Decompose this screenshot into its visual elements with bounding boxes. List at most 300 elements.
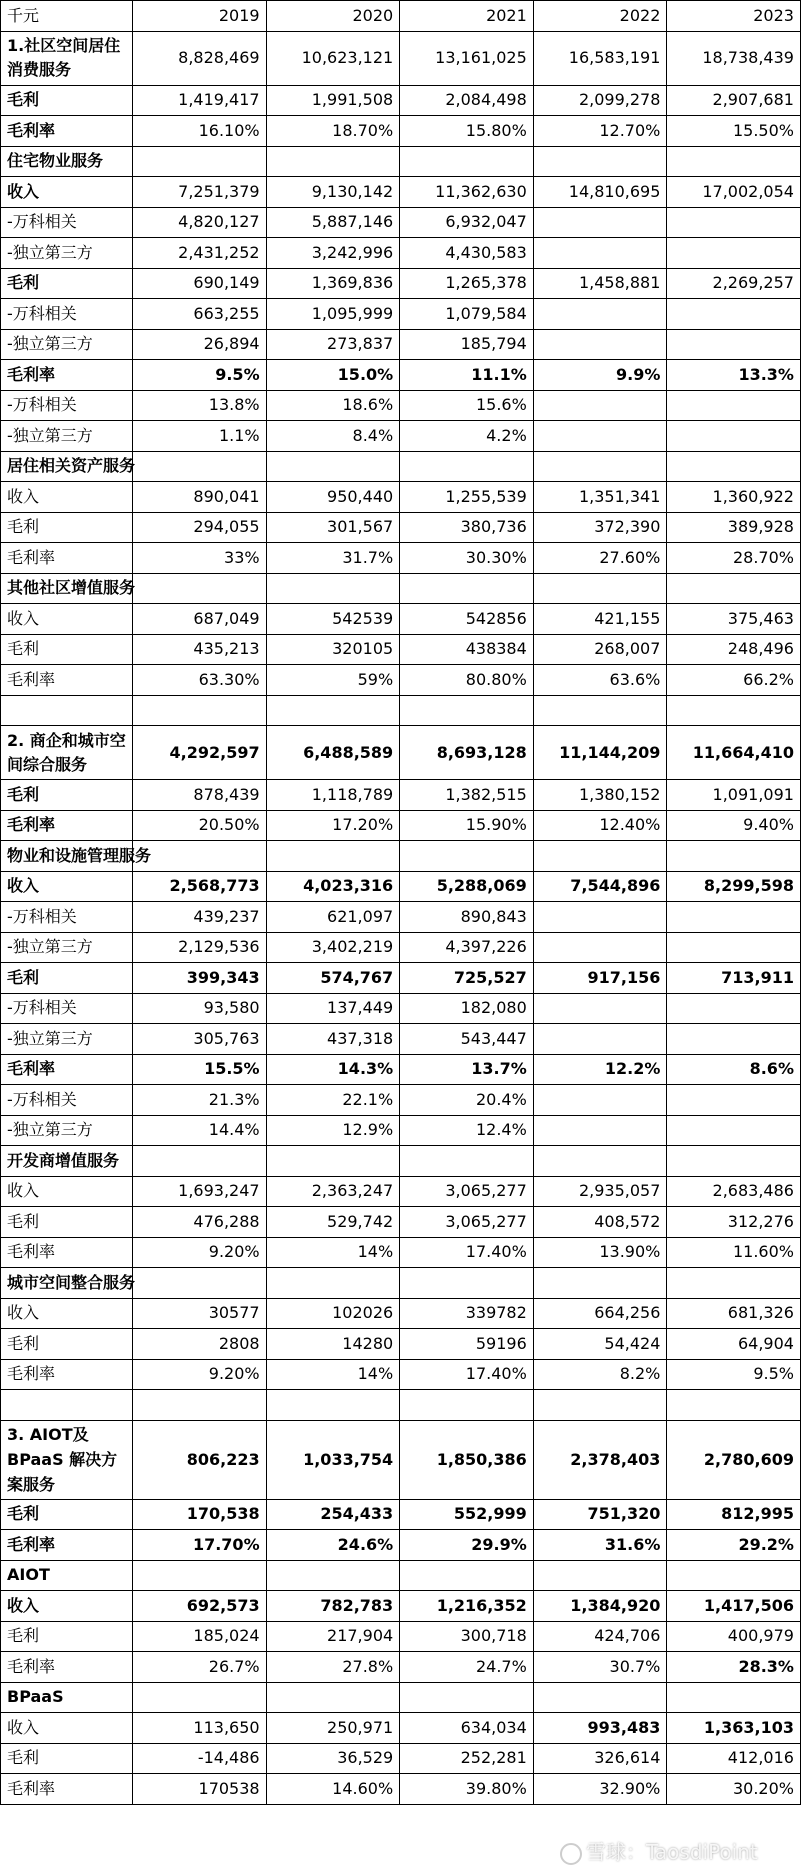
value-cell: 713,911 (667, 963, 801, 994)
value-cell: 28.3% (667, 1652, 801, 1683)
table-row (1, 512, 801, 543)
table-row (1, 1359, 801, 1390)
table-row (1, 31, 801, 85)
value-cell: 1,991,508 (266, 85, 400, 116)
value-cell: 1,255,539 (400, 482, 534, 513)
value-cell: 2,084,498 (400, 85, 534, 116)
value-cell: 18.70% (266, 116, 400, 147)
row-label: -万科相关 (1, 993, 133, 1024)
value-cell (266, 1268, 400, 1299)
value-cell: 1,091,091 (667, 780, 801, 811)
value-cell (667, 1146, 801, 1177)
value-cell (533, 993, 667, 1024)
value-cell (266, 1146, 400, 1177)
row-label: 毛利 (1, 1499, 133, 1530)
value-cell: 185,024 (133, 1621, 267, 1652)
value-cell: 14% (266, 1237, 400, 1268)
row-label: -万科相关 (1, 390, 133, 421)
value-cell (266, 573, 400, 604)
value-cell: 1,693,247 (133, 1176, 267, 1207)
value-cell: 3,065,277 (400, 1176, 534, 1207)
table-row (1, 1329, 801, 1360)
section-header-row (1, 841, 801, 872)
value-cell: 18.6% (266, 390, 400, 421)
table-row (1, 360, 801, 391)
value-cell (667, 238, 801, 269)
row-label: 毛利 (1, 780, 133, 811)
value-cell: 54,424 (533, 1329, 667, 1360)
table-row (1, 1621, 801, 1652)
value-cell: 254,433 (266, 1499, 400, 1530)
value-cell: 9.40% (667, 810, 801, 841)
row-label: -万科相关 (1, 299, 133, 330)
value-cell: 1,351,341 (533, 482, 667, 513)
value-cell: 13.8% (133, 390, 267, 421)
value-cell: 4,430,583 (400, 238, 534, 269)
value-cell (533, 902, 667, 933)
value-cell: 15.6% (400, 390, 534, 421)
table-row (1, 482, 801, 513)
value-cell: 542539 (266, 604, 400, 635)
value-cell (266, 841, 400, 872)
value-cell (667, 299, 801, 330)
value-cell: 13.90% (533, 1237, 667, 1268)
value-cell: 339782 (400, 1298, 534, 1329)
row-label: 毛利 (1, 1743, 133, 1774)
value-cell: 1,384,920 (533, 1591, 667, 1622)
value-cell: 185,794 (400, 329, 534, 360)
section-header-row (1, 573, 801, 604)
row-label: 毛利率 (1, 665, 133, 696)
value-cell: 408,572 (533, 1207, 667, 1238)
table-row (1, 1176, 801, 1207)
row-label: 收入 (1, 177, 133, 208)
value-cell: 400,979 (667, 1621, 801, 1652)
value-cell: 917,156 (533, 963, 667, 994)
row-label (1, 695, 133, 726)
table-row (1, 1499, 801, 1530)
row-label: 毛利率 (1, 1774, 133, 1805)
value-cell: 2,568,773 (133, 871, 267, 902)
table-row (1, 871, 801, 902)
value-cell (533, 695, 667, 726)
section-header-row (1, 451, 801, 482)
value-cell: 27.8% (266, 1652, 400, 1683)
value-cell: 252,281 (400, 1743, 534, 1774)
row-label: -独立第三方 (1, 421, 133, 452)
value-cell: 389,928 (667, 512, 801, 543)
value-cell: 24.7% (400, 1652, 534, 1683)
value-cell: 63.6% (533, 665, 667, 696)
row-label: 毛利率 (1, 810, 133, 841)
value-cell (400, 1560, 534, 1591)
value-cell: 634,034 (400, 1713, 534, 1744)
row-label: 收入 (1, 1591, 133, 1622)
value-cell: 15.50% (667, 116, 801, 147)
header-year-2023: 2023 (667, 1, 801, 32)
value-cell: 399,343 (133, 963, 267, 994)
row-label: 收入 (1, 482, 133, 513)
row-label: 毛利 (1, 963, 133, 994)
value-cell (266, 146, 400, 177)
value-cell: 17,002,054 (667, 177, 801, 208)
value-cell: 424,706 (533, 1621, 667, 1652)
value-cell: 439,237 (133, 902, 267, 933)
header-year-2020: 2020 (266, 1, 400, 32)
value-cell: 13.3% (667, 360, 801, 391)
table-row (1, 963, 801, 994)
value-cell (400, 451, 534, 482)
value-cell: 543,447 (400, 1024, 534, 1055)
value-cell: 13.7% (400, 1054, 534, 1085)
header-unit: 千元 (1, 1, 133, 32)
value-cell: 31.7% (266, 543, 400, 574)
section-header-row (1, 1146, 801, 1177)
value-cell (133, 695, 267, 726)
value-cell (266, 1390, 400, 1421)
value-cell (133, 1682, 267, 1713)
row-label: -独立第三方 (1, 238, 133, 269)
row-label: 毛利 (1, 512, 133, 543)
value-cell: 39.80% (400, 1774, 534, 1805)
table-row (1, 902, 801, 933)
value-cell: 273,837 (266, 329, 400, 360)
row-label: 收入 (1, 1713, 133, 1744)
value-cell: 4,820,127 (133, 207, 267, 238)
value-cell: 63.30% (133, 665, 267, 696)
row-label: 收入 (1, 604, 133, 635)
value-cell: 2,907,681 (667, 85, 801, 116)
value-cell: 552,999 (400, 1499, 534, 1530)
row-label: 收入 (1, 871, 133, 902)
value-cell: 1,850,386 (400, 1420, 534, 1499)
value-cell: 301,567 (266, 512, 400, 543)
table-row (1, 665, 801, 696)
row-label: 毛利 (1, 634, 133, 665)
value-cell: 2,378,403 (533, 1420, 667, 1499)
value-cell: 15.5% (133, 1054, 267, 1085)
value-cell (533, 390, 667, 421)
value-cell (667, 1390, 801, 1421)
value-cell: 8.4% (266, 421, 400, 452)
value-cell: 11,144,209 (533, 726, 667, 780)
value-cell: 8,299,598 (667, 871, 801, 902)
table-row (1, 177, 801, 208)
value-cell (400, 146, 534, 177)
value-cell (533, 1024, 667, 1055)
value-cell: 2,683,486 (667, 1176, 801, 1207)
row-label: AIOT (1, 1560, 133, 1591)
value-cell: 1,033,754 (266, 1420, 400, 1499)
value-cell: 5,288,069 (400, 871, 534, 902)
row-label: 毛利率 (1, 1054, 133, 1085)
row-label: 1.社区空间居住消费服务 (1, 31, 133, 85)
value-cell: 170,538 (133, 1499, 267, 1530)
value-cell: 9,130,142 (266, 177, 400, 208)
value-cell: 11,664,410 (667, 726, 801, 780)
value-cell: 574,767 (266, 963, 400, 994)
value-cell (400, 573, 534, 604)
value-cell: 4,292,597 (133, 726, 267, 780)
table-row (1, 1207, 801, 1238)
value-cell (667, 1085, 801, 1116)
value-cell (533, 1085, 667, 1116)
value-cell (266, 695, 400, 726)
table-row (1, 238, 801, 269)
value-cell (400, 695, 534, 726)
row-label: 毛利率 (1, 1530, 133, 1561)
row-label: 毛利率 (1, 1652, 133, 1683)
table-row (1, 1713, 801, 1744)
value-cell (533, 299, 667, 330)
section-header-row (1, 1268, 801, 1299)
table-row (1, 85, 801, 116)
value-cell: 372,390 (533, 512, 667, 543)
table-row (1, 116, 801, 147)
value-cell (533, 1268, 667, 1299)
value-cell: 29.9% (400, 1530, 534, 1561)
value-cell: 26.7% (133, 1652, 267, 1683)
spacer-row (1, 695, 801, 726)
row-label: 毛利率 (1, 1237, 133, 1268)
value-cell: 294,055 (133, 512, 267, 543)
value-cell: 3,065,277 (400, 1207, 534, 1238)
value-cell (400, 841, 534, 872)
value-cell: 692,573 (133, 1591, 267, 1622)
value-cell: 248,496 (667, 634, 801, 665)
value-cell: 529,742 (266, 1207, 400, 1238)
value-cell: 21.3% (133, 1085, 267, 1116)
value-cell: 1.1% (133, 421, 267, 452)
table-row (1, 1591, 801, 1622)
value-cell (667, 1115, 801, 1146)
value-cell: 690,149 (133, 268, 267, 299)
value-cell: 137,449 (266, 993, 400, 1024)
value-cell: 681,326 (667, 1298, 801, 1329)
value-cell (667, 993, 801, 1024)
value-cell (133, 146, 267, 177)
value-cell: 217,904 (266, 1621, 400, 1652)
table-row (1, 726, 801, 780)
value-cell: 435,213 (133, 634, 267, 665)
value-cell: 1,079,584 (400, 299, 534, 330)
table-row (1, 1774, 801, 1805)
value-cell (533, 146, 667, 177)
value-cell (133, 841, 267, 872)
table-body (1, 31, 801, 1804)
value-cell (400, 1682, 534, 1713)
value-cell: 2808 (133, 1329, 267, 1360)
value-cell: 17.40% (400, 1237, 534, 1268)
value-cell (400, 1390, 534, 1421)
value-cell: 17.40% (400, 1359, 534, 1390)
value-cell: 437,318 (266, 1024, 400, 1055)
value-cell (533, 841, 667, 872)
value-cell (533, 451, 667, 482)
value-cell: 5,887,146 (266, 207, 400, 238)
value-cell: 806,223 (133, 1420, 267, 1499)
value-cell (533, 573, 667, 604)
value-cell (667, 902, 801, 933)
table-row (1, 932, 801, 963)
value-cell: 326,614 (533, 1743, 667, 1774)
table-row (1, 268, 801, 299)
value-cell: 15.90% (400, 810, 534, 841)
value-cell: 30.30% (400, 543, 534, 574)
value-cell: 3,402,219 (266, 932, 400, 963)
value-cell: 1,417,506 (667, 1591, 801, 1622)
table-row (1, 329, 801, 360)
value-cell: 8.2% (533, 1359, 667, 1390)
value-cell (133, 1268, 267, 1299)
row-label: -独立第三方 (1, 1024, 133, 1055)
value-cell: 890,041 (133, 482, 267, 513)
value-cell: 16.10% (133, 116, 267, 147)
value-cell: 66.2% (667, 665, 801, 696)
value-cell: 7,251,379 (133, 177, 267, 208)
value-cell: 2,431,252 (133, 238, 267, 269)
value-cell: 30.7% (533, 1652, 667, 1683)
value-cell: 1,095,999 (266, 299, 400, 330)
value-cell: 12.2% (533, 1054, 667, 1085)
value-cell: 14,810,695 (533, 177, 667, 208)
value-cell: 1,363,103 (667, 1713, 801, 1744)
value-cell (533, 1560, 667, 1591)
section-header-row (1, 146, 801, 177)
value-cell (133, 1390, 267, 1421)
value-cell: 11.1% (400, 360, 534, 391)
section-header-row (1, 1682, 801, 1713)
value-cell (533, 207, 667, 238)
value-cell: 9.5% (133, 360, 267, 391)
value-cell (133, 451, 267, 482)
value-cell: -14,486 (133, 1743, 267, 1774)
snowball-logo-icon (560, 1843, 582, 1865)
section-header-row (1, 1560, 801, 1591)
value-cell (667, 421, 801, 452)
row-label: 毛利 (1, 1329, 133, 1360)
value-cell: 621,097 (266, 902, 400, 933)
value-cell: 8,828,469 (133, 31, 267, 85)
header-row (1, 1, 801, 32)
row-label: 其他社区增值服务 (1, 573, 133, 604)
value-cell (266, 1560, 400, 1591)
value-cell: 30577 (133, 1298, 267, 1329)
value-cell: 476,288 (133, 1207, 267, 1238)
value-cell: 31.6% (533, 1530, 667, 1561)
table-row (1, 390, 801, 421)
row-label: 毛利率 (1, 360, 133, 391)
value-cell: 6,932,047 (400, 207, 534, 238)
value-cell: 950,440 (266, 482, 400, 513)
value-cell: 9.9% (533, 360, 667, 391)
value-cell: 12.9% (266, 1115, 400, 1146)
value-cell: 17.70% (133, 1530, 267, 1561)
table-row (1, 810, 801, 841)
value-cell: 812,995 (667, 1499, 801, 1530)
row-label: 城市空间整合服务 (1, 1268, 133, 1299)
watermark-text: 雪球：TaosdiPoint (586, 1840, 758, 1864)
value-cell (533, 932, 667, 963)
value-cell: 542856 (400, 604, 534, 635)
value-cell: 9.5% (667, 1359, 801, 1390)
value-cell (266, 451, 400, 482)
value-cell: 1,419,417 (133, 85, 267, 116)
row-label: 住宅物业服务 (1, 146, 133, 177)
value-cell: 102026 (266, 1298, 400, 1329)
row-label (1, 1390, 133, 1421)
value-cell: 993,483 (533, 1713, 667, 1744)
row-label: 2. 商企和城市空间综合服务 (1, 726, 133, 780)
row-label: 毛利率 (1, 1359, 133, 1390)
value-cell: 1,458,881 (533, 268, 667, 299)
value-cell: 300,718 (400, 1621, 534, 1652)
table-row (1, 1115, 801, 1146)
value-cell: 11.60% (667, 1237, 801, 1268)
value-cell: 24.6% (266, 1530, 400, 1561)
value-cell: 890,843 (400, 902, 534, 933)
value-cell: 1,380,152 (533, 780, 667, 811)
value-cell (667, 1682, 801, 1713)
table-row (1, 207, 801, 238)
value-cell (667, 573, 801, 604)
row-label: 毛利 (1, 1621, 133, 1652)
value-cell: 13,161,025 (400, 31, 534, 85)
value-cell: 7,544,896 (533, 871, 667, 902)
value-cell: 36,529 (266, 1743, 400, 1774)
value-cell (133, 573, 267, 604)
value-cell: 312,276 (667, 1207, 801, 1238)
value-cell: 751,320 (533, 1499, 667, 1530)
value-cell (667, 1024, 801, 1055)
table-row (1, 1530, 801, 1561)
value-cell: 18,738,439 (667, 31, 801, 85)
value-cell: 170538 (133, 1774, 267, 1805)
row-label: 毛利 (1, 1207, 133, 1238)
value-cell: 2,780,609 (667, 1420, 801, 1499)
value-cell: 14280 (266, 1329, 400, 1360)
row-label: BPaaS (1, 1682, 133, 1713)
value-cell: 20.4% (400, 1085, 534, 1116)
value-cell: 4,397,226 (400, 932, 534, 963)
table-row (1, 1743, 801, 1774)
value-cell: 9.20% (133, 1359, 267, 1390)
value-cell (533, 1390, 667, 1421)
table-row (1, 1298, 801, 1329)
table-row (1, 299, 801, 330)
value-cell: 14.4% (133, 1115, 267, 1146)
value-cell: 12.40% (533, 810, 667, 841)
value-cell: 20.50% (133, 810, 267, 841)
table-row (1, 1024, 801, 1055)
value-cell: 4.2% (400, 421, 534, 452)
value-cell: 15.80% (400, 116, 534, 147)
row-label: 收入 (1, 1176, 133, 1207)
value-cell (533, 329, 667, 360)
row-label: -万科相关 (1, 1085, 133, 1116)
value-cell: 1,369,836 (266, 268, 400, 299)
value-cell: 1,216,352 (400, 1591, 534, 1622)
value-cell: 375,463 (667, 604, 801, 635)
value-cell: 725,527 (400, 963, 534, 994)
value-cell (667, 451, 801, 482)
row-label: 毛利 (1, 268, 133, 299)
value-cell: 11,362,630 (400, 177, 534, 208)
value-cell (667, 841, 801, 872)
watermark (560, 1836, 758, 1865)
value-cell: 2,269,257 (667, 268, 801, 299)
value-cell (667, 1560, 801, 1591)
